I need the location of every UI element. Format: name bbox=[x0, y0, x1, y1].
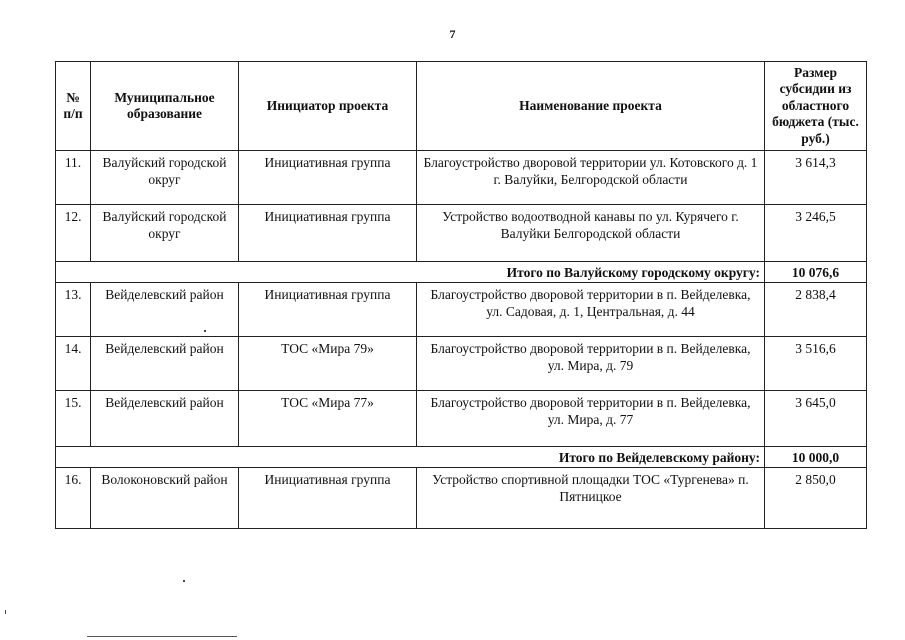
row-project: Благоустройство дворовой территории ул. Котовского д. 1 г. Валуйки, Белгородской области bbox=[417, 151, 765, 205]
total-amount: 10 000,0 bbox=[765, 447, 867, 468]
page-number: 7 bbox=[449, 27, 456, 41]
row-municipality: Вейделевский район bbox=[91, 337, 239, 391]
total-row bbox=[56, 262, 867, 283]
row-project: Устройство спортивной площадки ТОС «Тургенева» п. Пятницкое bbox=[417, 468, 765, 529]
header-initiator: Инициатор проекта bbox=[239, 62, 417, 151]
total-label: Итого по Валуйскому городскому округу: bbox=[56, 262, 765, 283]
row-number: 13. bbox=[56, 283, 91, 337]
header-municipality: Муниципальное образование bbox=[91, 62, 239, 151]
table-row bbox=[56, 283, 867, 337]
row-amount: 3 645,0 bbox=[765, 391, 867, 447]
row-amount: 3 614,3 bbox=[765, 151, 867, 205]
row-project: Благоустройство дворовой территории в п. Вейделевка, ул. Мира, д. 79 bbox=[417, 337, 765, 391]
row-initiator: ТОС «Мира 77» bbox=[239, 391, 417, 447]
table-row bbox=[56, 468, 867, 529]
row-initiator: Инициативная группа bbox=[239, 205, 417, 262]
row-amount: 3 516,6 bbox=[765, 337, 867, 391]
total-row bbox=[56, 447, 867, 468]
scan-speck bbox=[5, 610, 6, 614]
row-municipality: Волоконовский район bbox=[91, 468, 239, 529]
row-number: 11. bbox=[56, 151, 91, 205]
row-amount: 2 850,0 bbox=[765, 468, 867, 529]
row-municipality: Валуйский городской округ bbox=[91, 205, 239, 262]
table-row bbox=[56, 205, 867, 262]
subsidy-table bbox=[55, 61, 867, 529]
row-municipality: Вейделевский район bbox=[91, 283, 239, 337]
header-project: Наименование проекта bbox=[417, 62, 765, 151]
table-row bbox=[56, 391, 867, 447]
row-amount: 2 838,4 bbox=[765, 283, 867, 337]
row-initiator: Инициативная группа bbox=[239, 468, 417, 529]
row-municipality: Валуйский городской округ bbox=[91, 151, 239, 205]
row-number: 12. bbox=[56, 205, 91, 262]
row-number: 16. bbox=[56, 468, 91, 529]
row-project: Благоустройство дворовой территории в п. Вейделевка, ул. Мира, д. 77 bbox=[417, 391, 765, 447]
row-initiator: Инициативная группа bbox=[239, 151, 417, 205]
total-label: Итого по Вейделевскому району: bbox=[56, 447, 765, 468]
header-amount: Размер субсидии из областного бюджета (тыс. руб.) bbox=[765, 62, 867, 151]
scan-speck bbox=[204, 330, 206, 332]
row-number: 15. bbox=[56, 391, 91, 447]
row-initiator: Инициативная группа bbox=[239, 283, 417, 337]
table-header-row bbox=[56, 62, 867, 151]
bottom-rule bbox=[87, 636, 237, 637]
table-row bbox=[56, 337, 867, 391]
table-row bbox=[56, 151, 867, 205]
header-num: № п/п bbox=[56, 62, 91, 151]
row-amount: 3 246,5 bbox=[765, 205, 867, 262]
scan-speck bbox=[183, 580, 185, 582]
total-amount: 10 076,6 bbox=[765, 262, 867, 283]
row-number: 14. bbox=[56, 337, 91, 391]
row-municipality: Вейделевский район bbox=[91, 391, 239, 447]
row-initiator: ТОС «Мира 79» bbox=[239, 337, 417, 391]
row-project: Устройство водоотводной канавы по ул. Курячего г. Валуйки Белгородской области bbox=[417, 205, 765, 262]
row-project: Благоустройство дворовой территории в п. Вейделевка, ул. Садовая, д. 1, Центральная, д. 44 bbox=[417, 283, 765, 337]
